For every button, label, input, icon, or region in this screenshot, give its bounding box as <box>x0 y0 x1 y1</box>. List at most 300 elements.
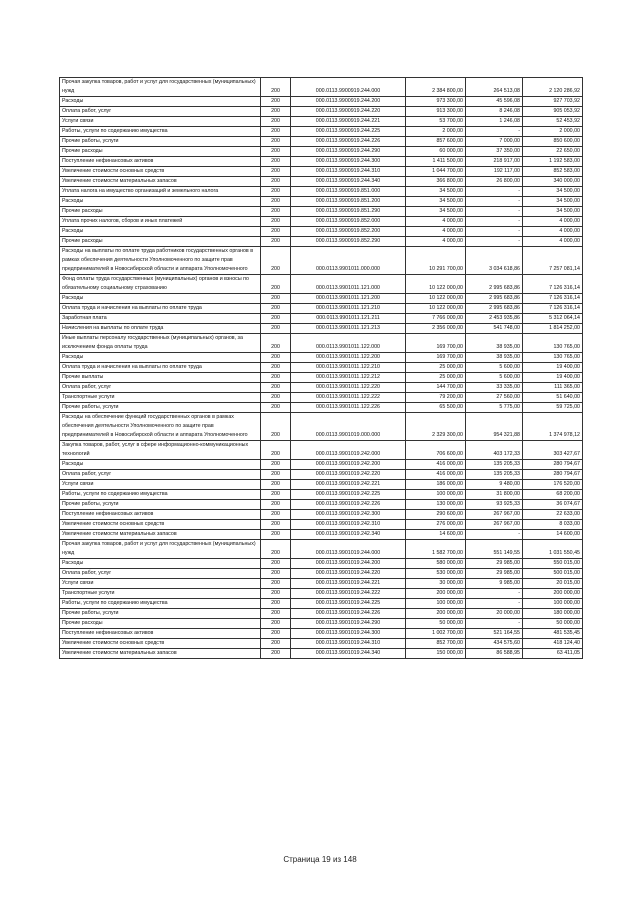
row-remaining-cell: 200 000,00 <box>523 589 583 599</box>
row-kbk-cell: 000.0113.9901011.121.211 <box>291 314 406 324</box>
table-row <box>60 629 583 639</box>
row-remaining-cell: 34 500,00 <box>523 187 583 197</box>
row-name-cell: Оплата работ, услуг <box>60 470 261 480</box>
table-row <box>60 520 583 530</box>
row-executed-cell: 434 575,60 <box>466 639 523 649</box>
row-executed-cell: - <box>466 530 523 540</box>
row-approved-cell: 100 000,00 <box>406 599 466 609</box>
row-executed-cell: 45 596,08 <box>466 97 523 107</box>
table-row <box>60 324 583 334</box>
row-remaining-cell: 303 427,67 <box>523 441 583 460</box>
row-remaining-cell: 34 500,00 <box>523 207 583 217</box>
table-row <box>60 393 583 403</box>
row-executed-cell: 20 000,00 <box>466 609 523 619</box>
row-name-cell: Прочие расходы <box>60 237 261 247</box>
row-remaining-cell: 22 650,00 <box>523 147 583 157</box>
row-code-cell: 200 <box>261 520 291 530</box>
row-kbk-cell: 000.0113.9900919.244.290 <box>291 147 406 157</box>
row-kbk-cell: 000.0113.9901019.244.200 <box>291 559 406 569</box>
row-approved-cell: 2 329 300,00 <box>406 413 466 441</box>
row-executed-cell: 403 172,33 <box>466 441 523 460</box>
row-code-cell: 200 <box>261 629 291 639</box>
row-approved-cell: 60 000,00 <box>406 147 466 157</box>
row-executed-cell: 7 000,00 <box>466 137 523 147</box>
row-remaining-cell: 52 453,92 <box>523 117 583 127</box>
row-code-cell: 200 <box>261 530 291 540</box>
row-executed-cell: - <box>466 589 523 599</box>
table-row <box>60 609 583 619</box>
row-executed-cell: 27 560,00 <box>466 393 523 403</box>
row-executed-cell: 954 321,88 <box>466 413 523 441</box>
row-approved-cell: 10 291 700,00 <box>406 247 466 275</box>
row-remaining-cell: 4 000,00 <box>523 217 583 227</box>
row-executed-cell: 5 775,00 <box>466 403 523 413</box>
table-row <box>60 589 583 599</box>
row-code-cell: 200 <box>261 559 291 569</box>
table-row <box>60 460 583 470</box>
row-executed-cell: - <box>466 127 523 137</box>
row-approved-cell: 290 600,00 <box>406 510 466 520</box>
table-row <box>60 107 583 117</box>
row-executed-cell: 29 985,00 <box>466 559 523 569</box>
page-number-footer: Страница 19 из 148 <box>283 855 357 864</box>
table-row <box>60 441 583 460</box>
row-approved-cell: 4 000,00 <box>406 217 466 227</box>
row-approved-cell: 7 766 000,00 <box>406 314 466 324</box>
row-name-cell: Оплата работ, услуг <box>60 383 261 393</box>
row-code-cell: 200 <box>261 237 291 247</box>
budget-table-container <box>59 77 582 659</box>
row-approved-cell: 79 200,00 <box>406 393 466 403</box>
row-approved-cell: 100 000,00 <box>406 490 466 500</box>
row-approved-cell: 65 500,00 <box>406 403 466 413</box>
row-kbk-cell: 000.0113.9900919.244.225 <box>291 127 406 137</box>
row-approved-cell: 1 044 700,00 <box>406 167 466 177</box>
table-row <box>60 177 583 187</box>
row-remaining-cell: 852 583,00 <box>523 167 583 177</box>
row-approved-cell: 34 500,00 <box>406 197 466 207</box>
row-code-cell: 200 <box>261 127 291 137</box>
row-name-cell: Прочие расходы <box>60 207 261 217</box>
row-code-cell: 200 <box>261 207 291 217</box>
row-executed-cell: 5 600,00 <box>466 363 523 373</box>
row-remaining-cell: 7 126 316,14 <box>523 275 583 294</box>
table-row <box>60 157 583 167</box>
row-code-cell: 200 <box>261 177 291 187</box>
row-name-cell: Поступление нефинансовых активов <box>60 629 261 639</box>
row-code-cell: 200 <box>261 619 291 629</box>
table-row <box>60 649 583 659</box>
row-remaining-cell: 51 640,00 <box>523 393 583 403</box>
row-remaining-cell: 59 725,00 <box>523 403 583 413</box>
row-remaining-cell: 8 033,00 <box>523 520 583 530</box>
table-row <box>60 227 583 237</box>
table-row <box>60 127 583 137</box>
row-remaining-cell: 927 703,92 <box>523 97 583 107</box>
row-code-cell: 200 <box>261 373 291 383</box>
row-approved-cell: 14 600,00 <box>406 530 466 540</box>
row-name-cell: Расходы <box>60 559 261 569</box>
row-kbk-cell: 000.0113.9901019.244.000 <box>291 540 406 559</box>
row-name-cell: Увеличение стоимости материальных запасов <box>60 649 261 659</box>
row-remaining-cell: 176 520,00 <box>523 480 583 490</box>
row-approved-cell: 2 000,00 <box>406 127 466 137</box>
row-executed-cell: 38 935,00 <box>466 334 523 353</box>
row-kbk-cell: 000.0113.9900919.852.290 <box>291 237 406 247</box>
row-code-cell: 200 <box>261 78 291 97</box>
row-code-cell: 200 <box>261 589 291 599</box>
row-name-cell: Расходы на выплаты по оплате труда работников государственных органов в рамках обеспечения деятельности Уполномоченного по защите прав предпринимателей в Новосибирской области и аппарата Уполномоченного <box>60 247 261 275</box>
row-name-cell: Увеличение стоимости материальных запасов <box>60 177 261 187</box>
row-remaining-cell: 34 500,00 <box>523 197 583 207</box>
row-approved-cell: 34 500,00 <box>406 207 466 217</box>
row-approved-cell: 50 000,00 <box>406 619 466 629</box>
table-row <box>60 619 583 629</box>
row-kbk-cell: 000.0113.9900919.851.290 <box>291 207 406 217</box>
row-name-cell: Расходы <box>60 294 261 304</box>
row-name-cell: Оплата работ, услуг <box>60 107 261 117</box>
row-executed-cell: 9 480,00 <box>466 480 523 490</box>
row-remaining-cell: 68 200,00 <box>523 490 583 500</box>
row-approved-cell: 10 122 000,00 <box>406 275 466 294</box>
row-approved-cell: 130 000,00 <box>406 500 466 510</box>
row-code-cell: 200 <box>261 294 291 304</box>
row-executed-cell: 33 335,00 <box>466 383 523 393</box>
row-name-cell: Увеличение стоимости основных средств <box>60 520 261 530</box>
table-row <box>60 413 583 441</box>
row-executed-cell: 2 453 935,86 <box>466 314 523 324</box>
row-name-cell: Оплата работ, услуг <box>60 569 261 579</box>
row-approved-cell: 973 300,00 <box>406 97 466 107</box>
row-approved-cell: 200 000,00 <box>406 609 466 619</box>
row-code-cell: 200 <box>261 147 291 157</box>
row-approved-cell: 53 700,00 <box>406 117 466 127</box>
row-name-cell: Прочие работы, услуги <box>60 500 261 510</box>
row-kbk-cell: 000.0113.9901019.244.221 <box>291 579 406 589</box>
row-remaining-cell: 1 374 978,12 <box>523 413 583 441</box>
row-executed-cell: 541 748,00 <box>466 324 523 334</box>
row-name-cell: Закупка товаров, работ, услуг в сфере информационно-коммуникационных технологий <box>60 441 261 460</box>
row-name-cell: Поступление нефинансовых активов <box>60 510 261 520</box>
row-code-cell: 200 <box>261 275 291 294</box>
table-row <box>60 569 583 579</box>
row-approved-cell: 1 582 700,00 <box>406 540 466 559</box>
row-remaining-cell: 19 400,00 <box>523 363 583 373</box>
row-approved-cell: 2 356 000,00 <box>406 324 466 334</box>
row-kbk-cell: 000.0113.9900919.244.226 <box>291 137 406 147</box>
row-name-cell: Транспортные услуги <box>60 589 261 599</box>
row-remaining-cell: 1 031 550,45 <box>523 540 583 559</box>
row-code-cell: 200 <box>261 247 291 275</box>
row-kbk-cell: 000.0113.9901019.244.225 <box>291 599 406 609</box>
table-row <box>60 314 583 324</box>
row-name-cell: Увеличение стоимости материальных запасов <box>60 530 261 540</box>
row-name-cell: Прочие работы, услуги <box>60 403 261 413</box>
row-name-cell: Расходы <box>60 97 261 107</box>
row-approved-cell: 276 000,00 <box>406 520 466 530</box>
row-executed-cell: 5 600,00 <box>466 373 523 383</box>
row-remaining-cell: 1 192 583,00 <box>523 157 583 167</box>
row-approved-cell: 580 000,00 <box>406 559 466 569</box>
table-row <box>60 363 583 373</box>
row-executed-cell: 218 917,00 <box>466 157 523 167</box>
row-executed-cell: - <box>466 237 523 247</box>
row-code-cell: 200 <box>261 137 291 147</box>
row-approved-cell: 852 700,00 <box>406 639 466 649</box>
row-name-cell: Иные выплаты персоналу государственных (муниципальных) органов, за исключением фонда оплаты труда <box>60 334 261 353</box>
row-name-cell: Расходы на обеспечение функций государственных органов в рамках обеспечения деятельности Уполномоченного по защите прав предпринимателей в Новосибирской области и аппарата Уполномоченного <box>60 413 261 441</box>
row-approved-cell: 30 000,00 <box>406 579 466 589</box>
row-code-cell: 200 <box>261 353 291 363</box>
row-code-cell: 200 <box>261 117 291 127</box>
row-remaining-cell: 7 126 316,14 <box>523 304 583 314</box>
row-kbk-cell: 000.0113.9901019.242.220 <box>291 470 406 480</box>
table-row <box>60 147 583 157</box>
row-code-cell: 200 <box>261 579 291 589</box>
row-approved-cell: 530 000,00 <box>406 569 466 579</box>
row-remaining-cell: 481 535,45 <box>523 629 583 639</box>
row-kbk-cell: 000.0113.9901019.244.310 <box>291 639 406 649</box>
row-executed-cell: 1 246,08 <box>466 117 523 127</box>
row-approved-cell: 186 000,00 <box>406 480 466 490</box>
row-name-cell: Транспортные услуги <box>60 393 261 403</box>
row-approved-cell: 10 122 000,00 <box>406 294 466 304</box>
row-name-cell: Прочие работы, услуги <box>60 137 261 147</box>
row-code-cell: 200 <box>261 107 291 117</box>
row-kbk-cell: 000.0113.9901011.122.212 <box>291 373 406 383</box>
row-name-cell: Прочие работы, услуги <box>60 609 261 619</box>
row-executed-cell: 9 985,00 <box>466 579 523 589</box>
row-name-cell: Расходы <box>60 227 261 237</box>
row-kbk-cell: 000.0113.9900919.851.200 <box>291 197 406 207</box>
row-kbk-cell: 000.0113.9901019.244.290 <box>291 619 406 629</box>
row-kbk-cell: 000.0113.9901019.242.310 <box>291 520 406 530</box>
row-executed-cell: 26 800,00 <box>466 177 523 187</box>
row-kbk-cell: 000.0113.9901011.122.222 <box>291 393 406 403</box>
row-remaining-cell: 4 000,00 <box>523 227 583 237</box>
table-row <box>60 187 583 197</box>
row-executed-cell: 2 995 683,86 <box>466 294 523 304</box>
row-code-cell: 200 <box>261 639 291 649</box>
row-executed-cell: - <box>466 217 523 227</box>
row-kbk-cell: 000.0113.9901011.121.000 <box>291 275 406 294</box>
row-kbk-cell: 000.0113.9901011.000.000 <box>291 247 406 275</box>
row-kbk-cell: 000.0113.9900919.244.220 <box>291 107 406 117</box>
row-remaining-cell: 2 120 286,92 <box>523 78 583 97</box>
row-kbk-cell: 000.0113.9901019.242.225 <box>291 490 406 500</box>
row-name-cell: Прочая закупка товаров, работ и услуг для государственных (муниципальных) нужд <box>60 540 261 559</box>
row-remaining-cell: 100 000,00 <box>523 599 583 609</box>
row-remaining-cell: 280 794,67 <box>523 470 583 480</box>
table-row <box>60 403 583 413</box>
row-executed-cell: - <box>466 197 523 207</box>
table-row <box>60 304 583 314</box>
row-kbk-cell: 000.0113.9900919.851.000 <box>291 187 406 197</box>
row-remaining-cell: 63 411,05 <box>523 649 583 659</box>
row-code-cell: 200 <box>261 324 291 334</box>
row-code-cell: 200 <box>261 383 291 393</box>
row-code-cell: 200 <box>261 304 291 314</box>
row-code-cell: 200 <box>261 490 291 500</box>
table-row <box>60 247 583 275</box>
row-name-cell: Поступление нефинансовых активов <box>60 157 261 167</box>
row-executed-cell: 521 164,55 <box>466 629 523 639</box>
table-row <box>60 353 583 363</box>
row-approved-cell: 169 700,00 <box>406 334 466 353</box>
row-kbk-cell: 000.0113.9901011.121.210 <box>291 304 406 314</box>
row-executed-cell: 29 985,00 <box>466 569 523 579</box>
row-approved-cell: 913 300,00 <box>406 107 466 117</box>
row-approved-cell: 706 600,00 <box>406 441 466 460</box>
row-name-cell: Работы, услуги по содержанию имущества <box>60 127 261 137</box>
row-kbk-cell: 000.0113.9901019.242.300 <box>291 510 406 520</box>
row-name-cell: Увеличение стоимости основных средств <box>60 167 261 177</box>
row-executed-cell: - <box>466 599 523 609</box>
row-executed-cell: - <box>466 207 523 217</box>
row-approved-cell: 2 384 800,00 <box>406 78 466 97</box>
row-approved-cell: 857 600,00 <box>406 137 466 147</box>
row-kbk-cell: 000.0113.9901019.244.340 <box>291 649 406 659</box>
table-row <box>60 540 583 559</box>
table-row <box>60 383 583 393</box>
row-kbk-cell: 000.0113.9900919.244.310 <box>291 167 406 177</box>
row-name-cell: Прочие расходы <box>60 147 261 157</box>
row-executed-cell: 86 588,95 <box>466 649 523 659</box>
table-row <box>60 207 583 217</box>
row-name-cell: Уплата прочих налогов, сборов и иных платежей <box>60 217 261 227</box>
row-executed-cell: - <box>466 227 523 237</box>
table-row <box>60 530 583 540</box>
row-kbk-cell: 000.0113.9901019.242.000 <box>291 441 406 460</box>
row-executed-cell: 135 205,33 <box>466 470 523 480</box>
row-name-cell: Прочая закупка товаров, работ и услуг для государственных (муниципальных) нужд <box>60 78 261 97</box>
row-remaining-cell: 418 124,40 <box>523 639 583 649</box>
row-kbk-cell: 000.0113.9901019.242.226 <box>291 500 406 510</box>
row-kbk-cell: 000.0113.9900919.244.340 <box>291 177 406 187</box>
row-remaining-cell: 130 765,00 <box>523 353 583 363</box>
row-remaining-cell: 180 000,00 <box>523 609 583 619</box>
row-name-cell: Увеличение стоимости основных средств <box>60 639 261 649</box>
row-kbk-cell: 000.0113.9901019.244.220 <box>291 569 406 579</box>
table-row <box>60 97 583 107</box>
row-code-cell: 200 <box>261 167 291 177</box>
row-code-cell: 200 <box>261 480 291 490</box>
row-executed-cell: 135 205,33 <box>466 460 523 470</box>
row-name-cell: Работы, услуги по содержанию имущества <box>60 490 261 500</box>
row-code-cell: 200 <box>261 599 291 609</box>
table-row <box>60 500 583 510</box>
row-executed-cell: 2 995 683,86 <box>466 304 523 314</box>
row-code-cell: 200 <box>261 609 291 619</box>
row-remaining-cell: 7 126 316,14 <box>523 294 583 304</box>
row-executed-cell: 267 967,00 <box>466 520 523 530</box>
row-remaining-cell: 14 600,00 <box>523 530 583 540</box>
table-row <box>60 197 583 207</box>
row-executed-cell: 38 935,00 <box>466 353 523 363</box>
row-name-cell: Начисления на выплаты по оплате труда <box>60 324 261 334</box>
row-code-cell: 200 <box>261 403 291 413</box>
table-row <box>60 137 583 147</box>
table-row <box>60 559 583 569</box>
row-approved-cell: 200 000,00 <box>406 589 466 599</box>
row-executed-cell: 3 034 618,86 <box>466 247 523 275</box>
row-executed-cell: 93 925,33 <box>466 500 523 510</box>
row-code-cell: 200 <box>261 500 291 510</box>
table-row <box>60 237 583 247</box>
row-remaining-cell: 4 000,00 <box>523 237 583 247</box>
row-remaining-cell: 5 312 064,14 <box>523 314 583 324</box>
table-row <box>60 510 583 520</box>
row-approved-cell: 25 000,00 <box>406 363 466 373</box>
row-remaining-cell: 1 814 252,00 <box>523 324 583 334</box>
row-kbk-cell: 000.0113.9901011.122.220 <box>291 383 406 393</box>
table-row <box>60 78 583 97</box>
row-kbk-cell: 000.0113.9901019.244.226 <box>291 609 406 619</box>
row-code-cell: 200 <box>261 187 291 197</box>
row-code-cell: 200 <box>261 460 291 470</box>
row-remaining-cell: 500 015,00 <box>523 569 583 579</box>
row-kbk-cell: 000.0113.9901011.121.200 <box>291 294 406 304</box>
row-approved-cell: 34 500,00 <box>406 187 466 197</box>
row-code-cell: 200 <box>261 314 291 324</box>
row-executed-cell: 264 513,08 <box>466 78 523 97</box>
row-executed-cell: 37 350,00 <box>466 147 523 157</box>
row-code-cell: 200 <box>261 97 291 107</box>
row-code-cell: 200 <box>261 413 291 441</box>
row-approved-cell: 4 000,00 <box>406 227 466 237</box>
row-kbk-cell: 000.0113.9900919.244.000 <box>291 78 406 97</box>
table-row <box>60 334 583 353</box>
row-name-cell: Заработная плата <box>60 314 261 324</box>
row-name-cell: Прочие выплаты <box>60 373 261 383</box>
row-approved-cell: 416 000,00 <box>406 470 466 480</box>
row-remaining-cell: 130 765,00 <box>523 334 583 353</box>
table-row <box>60 639 583 649</box>
row-executed-cell: 2 995 683,86 <box>466 275 523 294</box>
row-approved-cell: 1 002 700,00 <box>406 629 466 639</box>
table-row <box>60 373 583 383</box>
table-row <box>60 167 583 177</box>
table-row <box>60 117 583 127</box>
row-code-cell: 200 <box>261 649 291 659</box>
row-code-cell: 200 <box>261 510 291 520</box>
row-name-cell: Уплата налога на имущество организаций и земельного налога <box>60 187 261 197</box>
row-code-cell: 200 <box>261 470 291 480</box>
row-kbk-cell: 000.0113.9901019.244.222 <box>291 589 406 599</box>
row-executed-cell: 8 246,08 <box>466 107 523 117</box>
row-remaining-cell: 36 074,67 <box>523 500 583 510</box>
row-code-cell: 200 <box>261 569 291 579</box>
table-row <box>60 579 583 589</box>
row-code-cell: 200 <box>261 363 291 373</box>
row-approved-cell: 366 800,00 <box>406 177 466 187</box>
row-approved-cell: 10 122 000,00 <box>406 304 466 314</box>
row-remaining-cell: 20 015,00 <box>523 579 583 589</box>
row-kbk-cell: 000.0113.9901019.242.221 <box>291 480 406 490</box>
row-executed-cell: - <box>466 187 523 197</box>
row-kbk-cell: 000.0113.9900919.852.000 <box>291 217 406 227</box>
row-remaining-cell: 2 000,00 <box>523 127 583 137</box>
row-remaining-cell: 7 257 081,14 <box>523 247 583 275</box>
row-name-cell: Фонд оплаты труда государственных (муниципальных) органов и взносы по обязательному социальному страхованию <box>60 275 261 294</box>
row-code-cell: 200 <box>261 441 291 460</box>
row-approved-cell: 416 000,00 <box>406 460 466 470</box>
row-executed-cell: - <box>466 619 523 629</box>
row-name-cell: Расходы <box>60 197 261 207</box>
row-remaining-cell: 850 600,00 <box>523 137 583 147</box>
row-executed-cell: 192 117,00 <box>466 167 523 177</box>
table-row <box>60 294 583 304</box>
